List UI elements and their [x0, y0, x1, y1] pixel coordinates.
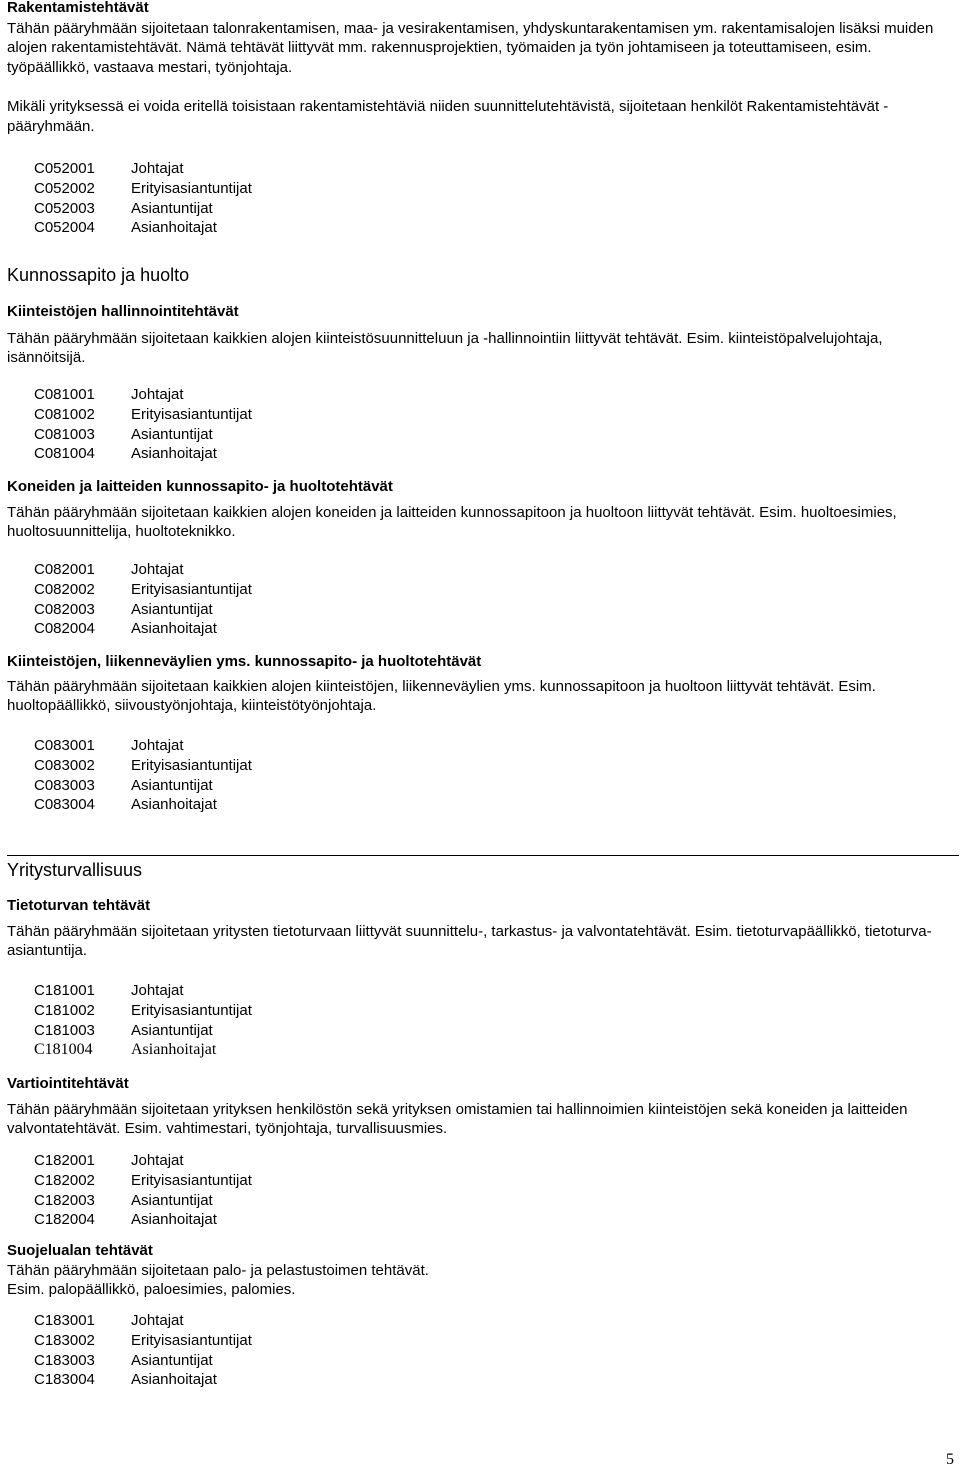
code: C181003 [34, 1021, 95, 1039]
section-paragraph: Tähän pääryhmään sijoitetaan kaikkien alojen koneiden ja laitteiden kunnossapitoon ja huoltoon liittyvät tehtävät. Esim. huoltoesimies, huoltosuunnittelija, huoltoteknikko. [7, 503, 897, 540]
code-row [34, 1210, 252, 1230]
section-paragraph: Mikäli yrityksessä ei voida eritellä toisistaan rakentamistehtäviä niiden suunnittelutehtävistä, sijoitetaan henkilöt Rakentamistehtävät -pääryhmään. [7, 98, 889, 135]
code-row [34, 1001, 252, 1021]
code-row [34, 385, 252, 405]
section-paragraph: Tähän pääryhmään sijoitetaan yritysten tietoturvaan liittyvät suunnittelu-, tarkastus- ja valvontatehtävät. Esim. tietoturvapäällikkö, tietoturva-asiantuntija. [7, 922, 932, 959]
code: C083003 [34, 776, 95, 794]
code-row [34, 1171, 252, 1191]
code-list [34, 736, 252, 815]
code: C083002 [34, 756, 95, 774]
section-heading: Suojelualan tehtävät [7, 1242, 153, 1259]
code: C182003 [34, 1191, 95, 1209]
code: C052001 [34, 160, 95, 177]
code-label: Asianhoitajat [131, 445, 217, 463]
code-list [34, 159, 252, 238]
code-row [34, 776, 252, 796]
code-list [34, 1151, 252, 1230]
code-row [34, 1191, 252, 1211]
code-label: Asianhoitajat [131, 620, 217, 638]
code: C183004 [34, 1371, 95, 1389]
section-paragraph: Tähän pääryhmään sijoitetaan palo- ja pelastustoimen tehtävät. [7, 1261, 429, 1279]
code-row [34, 736, 252, 756]
code-row [34, 159, 252, 179]
code-row [34, 405, 252, 425]
code-label: Erityisasiantuntijat [131, 1001, 252, 1019]
main-heading: Kunnossapito ja huolto [7, 265, 190, 285]
code-label: Asiantuntijat [131, 1351, 213, 1369]
code-label: Erityisasiantuntijat [131, 1331, 252, 1349]
section-paragraph: Tähän pääryhmään sijoitetaan kaikkien alojen kiinteistöjen, liikenneväylien yms. kunnossapitoon ja huoltoon liittyvät tehtävät. Esim. huoltopäällikkö, siivoustyönjohtaja, kiinteistötyönjohtaja. [7, 677, 876, 714]
code: C052004 [34, 219, 95, 237]
section-heading: Tietoturvan tehtävät [7, 897, 151, 914]
section-kiinteistojen-liikennevaylien [7, 652, 954, 716]
code-label: Asianhoitajat [131, 1211, 217, 1229]
code-label: Asianhoitajat [131, 1371, 217, 1389]
code: C183001 [34, 1312, 95, 1329]
code-row [34, 1151, 252, 1171]
code-list [34, 560, 252, 639]
section-kiinteistojen-hallinnointi [7, 302, 954, 368]
code-row [34, 795, 252, 815]
code-label: Erityisasiantuntijat [131, 405, 252, 423]
code-list [34, 385, 252, 464]
code: C182002 [34, 1171, 95, 1189]
code-row [34, 981, 252, 1001]
code-row [34, 444, 252, 464]
code-row [34, 179, 252, 199]
code: C181002 [34, 1001, 95, 1019]
section-divider [7, 855, 959, 856]
code-label: Asiantuntijat [131, 1191, 213, 1209]
code-row [34, 1021, 252, 1041]
code: C052002 [34, 179, 95, 197]
code-label: Johtajat [131, 561, 184, 578]
code-row [34, 1370, 252, 1390]
page-number: 5 [946, 1451, 954, 1468]
code: C082004 [34, 620, 95, 638]
code-label: Asiantuntijat [131, 199, 213, 217]
section-paragraph: Tähän pääryhmään sijoitetaan yrityksen henkilöstön sekä yrityksen omistamien tai hallinnoimien kiinteistöjen sekä koneiden ja laitteiden valvontatehtävät. Esim. vahtimestari, työnjohtaja, turvallisuusmies. [7, 1100, 908, 1137]
section-heading: Kiinteistöjen, liikenneväylien yms. kunnossapito- ja huoltotehtävät [7, 653, 482, 670]
code-label: Asianhoitajat [131, 219, 217, 237]
code-label: Johtajat [131, 1312, 184, 1329]
section-paragraph: Tähän pääryhmään sijoitetaan talonrakentamisen, maa- ja vesirakentamisen, yhdyskuntarakentamisen ym. rakentamisalojen lisäksi muiden alojen rakentamistehtävät. Nämä tehtävät liittyvät mm. rakennusprojektien, työmaiden ja työn johtamiseen ja toteuttamiseen, esim. työpäällikkö, vastaava mestari, työnjohtaja. [7, 19, 934, 76]
code-row [34, 425, 252, 445]
code-label: Asianhoitajat [131, 1041, 217, 1059]
code: C081003 [34, 425, 95, 443]
section-paragraph: Tähän pääryhmään sijoitetaan kaikkien alojen kiinteistösuunnitteluun ja -hallinnointiin liittyvät tehtävät. Esim. kiinteistöpalvelujohtaja, isännöitsijä. [7, 329, 883, 366]
code-row [34, 619, 252, 639]
code: C082003 [34, 600, 95, 618]
code-label: Erityisasiantuntijat [131, 580, 252, 598]
code-label: Johtajat [131, 982, 184, 999]
code-row [34, 600, 252, 620]
code-label: Asianhoitajat [131, 796, 217, 814]
section-heading: Vartiointitehtävät [7, 1075, 129, 1092]
code-row [34, 560, 252, 580]
code-label: Asiantuntijat [131, 776, 213, 794]
code-label: Asiantuntijat [131, 425, 213, 443]
code-row [34, 1311, 252, 1331]
code: C081004 [34, 445, 95, 463]
code-row [34, 1331, 252, 1351]
code-row [34, 756, 252, 776]
code-row [34, 580, 252, 600]
code: C181001 [34, 982, 95, 999]
code-row [34, 199, 252, 219]
code-label: Erityisasiantuntijat [131, 756, 252, 774]
section-koneiden-kunnossapito [7, 477, 954, 542]
section-tietoturvan-tehtavat [7, 896, 954, 961]
code: C083001 [34, 737, 95, 754]
code: C082001 [34, 561, 95, 578]
code-label: Erityisasiantuntijat [131, 1171, 252, 1189]
code: C081002 [34, 405, 95, 423]
section-heading: Rakentamistehtävät [7, 0, 149, 16]
section-vartiointitehtavat [7, 1074, 954, 1139]
code: C082002 [34, 580, 95, 598]
code-label: Johtajat [131, 1152, 184, 1169]
code: C183002 [34, 1331, 95, 1349]
main-heading: Yritysturvallisuus [7, 860, 143, 880]
code-label: Johtajat [131, 386, 184, 403]
code-label: Asiantuntijat [131, 1021, 213, 1039]
code-row [34, 1040, 252, 1060]
section-suojelualan-tehtavat [7, 1241, 954, 1300]
code-label: Johtajat [131, 737, 184, 754]
code: C081001 [34, 386, 95, 403]
code: C182004 [34, 1211, 95, 1229]
code-label: Asiantuntijat [131, 600, 213, 618]
code: C052003 [34, 199, 95, 217]
section-paragraph: Esim. palopäällikkö, paloesimies, palomies. [7, 1281, 296, 1298]
section-heading: Koneiden ja laitteiden kunnossapito- ja huoltotehtävät [7, 478, 393, 495]
code-row [34, 1351, 252, 1371]
code: C182001 [34, 1152, 95, 1169]
section-rakentamistehtavat [7, 0, 954, 136]
section-heading: Kiinteistöjen hallinnointitehtävät [7, 303, 239, 320]
code-list [34, 1311, 252, 1390]
code-label: Johtajat [131, 160, 184, 177]
code-label: Erityisasiantuntijat [131, 179, 252, 197]
code: C183003 [34, 1351, 95, 1369]
code-row [34, 218, 252, 238]
code-list [34, 981, 252, 1060]
code: C181004 [34, 1041, 93, 1059]
code: C083004 [34, 796, 95, 814]
